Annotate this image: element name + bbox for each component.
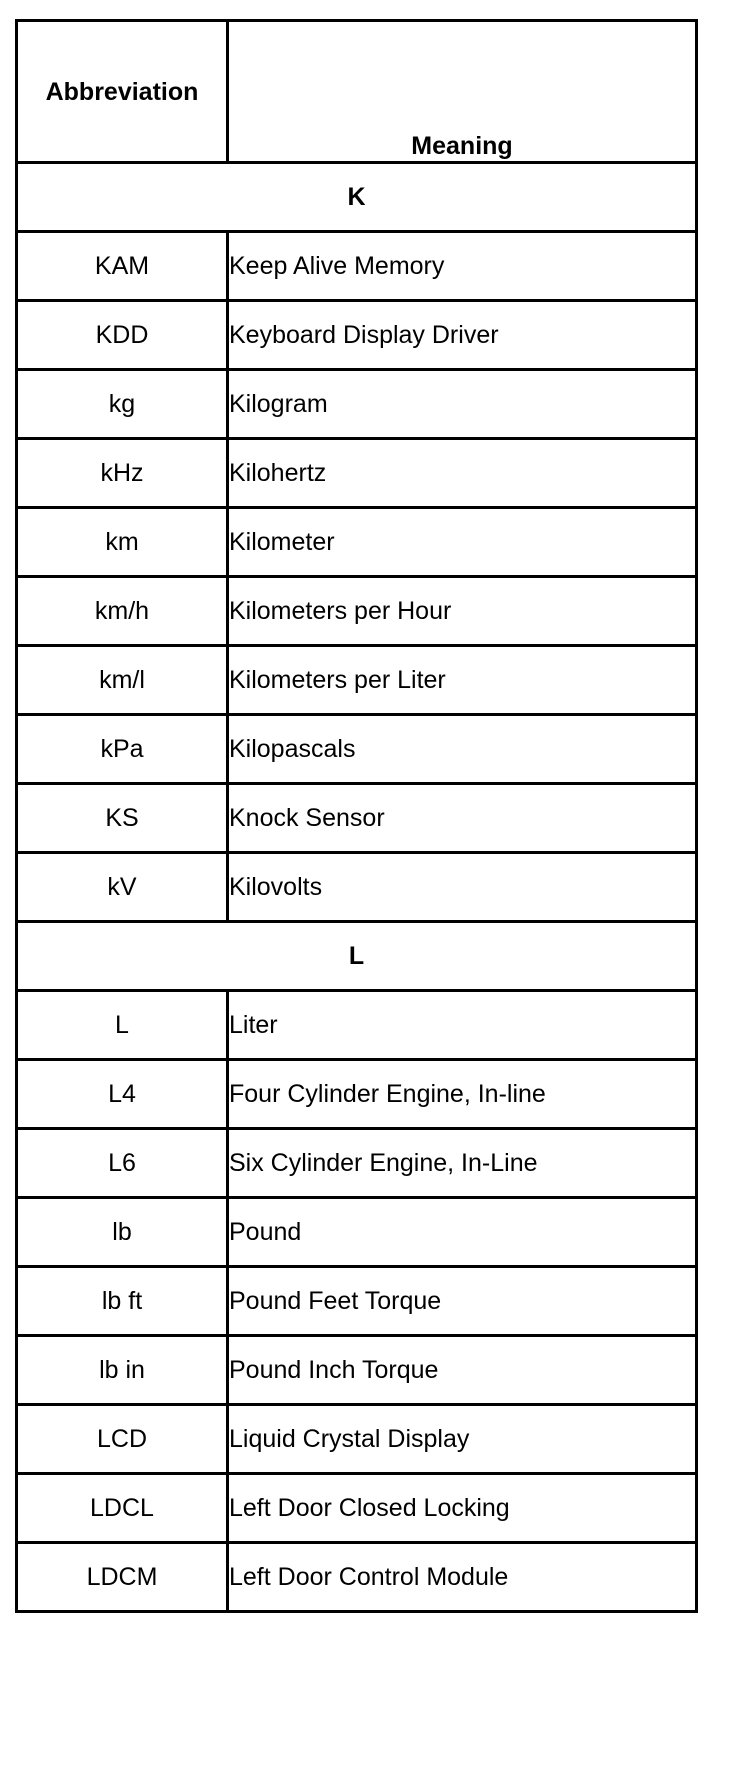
meaning-cell: Six Cylinder Engine, In-Line bbox=[228, 1129, 697, 1198]
abbreviation-cell: kPa bbox=[17, 715, 228, 784]
table-row bbox=[17, 853, 697, 922]
header-row bbox=[17, 21, 697, 163]
table-row bbox=[17, 370, 697, 439]
meaning-cell: Kilopascals bbox=[228, 715, 697, 784]
meaning-cell: Kilogram bbox=[228, 370, 697, 439]
table-row bbox=[17, 646, 697, 715]
abbreviation-cell: KAM bbox=[17, 232, 228, 301]
meaning-cell: Four Cylinder Engine, In-line bbox=[228, 1060, 697, 1129]
abbreviation-cell: km bbox=[17, 508, 228, 577]
abbreviation-cell: lb bbox=[17, 1198, 228, 1267]
meaning-cell: Keyboard Display Driver bbox=[228, 301, 697, 370]
table-row bbox=[17, 1405, 697, 1474]
abbreviation-cell: km/h bbox=[17, 577, 228, 646]
table-row bbox=[17, 715, 697, 784]
table-row bbox=[17, 439, 697, 508]
table-row bbox=[17, 232, 697, 301]
meaning-cell: Left Door Closed Locking bbox=[228, 1474, 697, 1543]
abbreviation-cell: kV bbox=[17, 853, 228, 922]
table-row bbox=[17, 1198, 697, 1267]
meaning-cell: Kilometers per Liter bbox=[228, 646, 697, 715]
table-row bbox=[17, 508, 697, 577]
meaning-cell: Left Door Control Module bbox=[228, 1543, 697, 1612]
table-row bbox=[17, 301, 697, 370]
abbreviation-cell: LCD bbox=[17, 1405, 228, 1474]
meaning-cell: Pound Feet Torque bbox=[228, 1267, 697, 1336]
table-row bbox=[17, 1060, 697, 1129]
meaning-cell: Keep Alive Memory bbox=[228, 232, 697, 301]
table-body bbox=[17, 163, 697, 1612]
meaning-cell: Liter bbox=[228, 991, 697, 1060]
table-row bbox=[17, 784, 697, 853]
meaning-cell: Kilovolts bbox=[228, 853, 697, 922]
section-letter: K bbox=[17, 163, 697, 232]
abbreviation-cell: L bbox=[17, 991, 228, 1060]
meaning-cell: Liquid Crystal Display bbox=[228, 1405, 697, 1474]
meaning-cell: Kilohertz bbox=[228, 439, 697, 508]
table-row bbox=[17, 1336, 697, 1405]
meaning-cell: Pound Inch Torque bbox=[228, 1336, 697, 1405]
abbreviation-cell: km/l bbox=[17, 646, 228, 715]
abbreviations-table bbox=[15, 19, 698, 1613]
section-letter: L bbox=[17, 922, 697, 991]
section-row-l bbox=[17, 922, 697, 991]
table-row bbox=[17, 1267, 697, 1336]
table-row bbox=[17, 1474, 697, 1543]
abbreviation-cell: lb ft bbox=[17, 1267, 228, 1336]
abbreviation-cell: LDCL bbox=[17, 1474, 228, 1543]
table-row bbox=[17, 1129, 697, 1198]
meaning-column-header: Meaning bbox=[228, 21, 697, 163]
abbreviation-cell: LDCM bbox=[17, 1543, 228, 1612]
table-row bbox=[17, 577, 697, 646]
section-row-k bbox=[17, 163, 697, 232]
table-row bbox=[17, 991, 697, 1060]
abbreviation-cell: kg bbox=[17, 370, 228, 439]
abbreviation-cell: L6 bbox=[17, 1129, 228, 1198]
abbreviation-column-header: Abbreviation bbox=[17, 21, 228, 163]
abbreviation-cell: KDD bbox=[17, 301, 228, 370]
table-header bbox=[17, 21, 697, 163]
abbreviation-cell: kHz bbox=[17, 439, 228, 508]
abbreviation-cell: L4 bbox=[17, 1060, 228, 1129]
meaning-cell: Kilometers per Hour bbox=[228, 577, 697, 646]
table-row bbox=[17, 1543, 697, 1612]
meaning-cell: Kilometer bbox=[228, 508, 697, 577]
meaning-cell: Knock Sensor bbox=[228, 784, 697, 853]
abbreviation-cell: KS bbox=[17, 784, 228, 853]
abbreviation-cell: lb in bbox=[17, 1336, 228, 1405]
meaning-cell: Pound bbox=[228, 1198, 697, 1267]
